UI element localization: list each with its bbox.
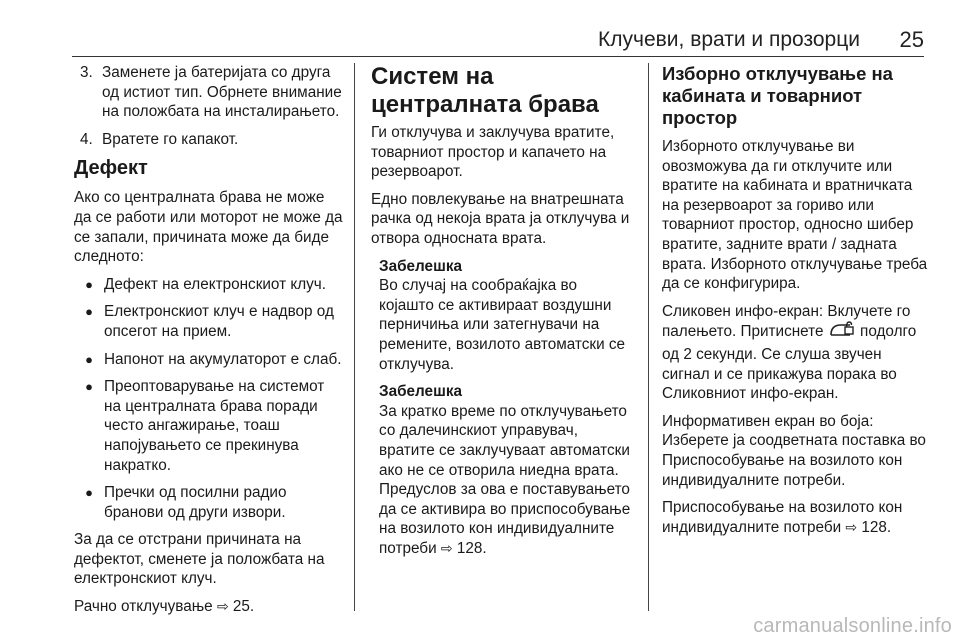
- paragraph: Едно повлекување на внатрешната рачка од некоја врата ја отклучува и отвора односната врата.: [371, 190, 630, 247]
- list-item: ● Преоптоварување на системот на централната брава поради често ангажирање, тоаш напојувањето се прекинува накратко.: [74, 377, 344, 475]
- column-3: [662, 63, 928, 545]
- note-block: [371, 257, 635, 559]
- note-text: За кратко време по отклучувањето со далечинскиот управувач, вратите се заклучуваат автоматски ако не се отворила ниедна врата.: [379, 402, 630, 479]
- reference-arrow-icon: ⇨: [216, 598, 229, 615]
- reference-arrow-icon: ⇨: [440, 539, 453, 556]
- page-reference[interactable]: 128.: [456, 539, 487, 557]
- note-heading: Забелешка: [379, 257, 462, 275]
- customisation-reference[interactable]: Приспособување на возилото кон индивидуалните потреби ⇨ 128.: [662, 499, 903, 536]
- fix-text: За да се отстрани причината на дефектот, сменете ја положбата на електронскиот клуч.: [74, 531, 325, 588]
- note-text: Во случај на сообраќајка во којашто се активираат воздушни перничиња или затегнувачи на ремените, возилото автоматски се отклучува.: [379, 277, 626, 373]
- list-item: ● Дефект на електронскиот клуч.: [74, 275, 344, 295]
- header-title: Клучеви, врати и прозорци: [598, 28, 860, 51]
- paragraph: Ги отклучува и заклучува вратите, товарниот простор и капачето на резервоарот.: [371, 124, 615, 181]
- step-text: Вратете го капакот.: [102, 130, 239, 148]
- watermark: carmanualsonline.info: [753, 615, 952, 637]
- manual-unlock-reference[interactable]: [74, 597, 344, 617]
- step-text: Заменете ја батеријата со друга од истиот тип. Обрнете внимание на положбата на инсталирањето.: [102, 64, 342, 121]
- fault-heading: Дефект: [74, 157, 148, 180]
- key-unlock-icon: [828, 321, 856, 345]
- column-divider: [354, 63, 355, 611]
- paragraph: Изборното отклучување ви овозможува да ги отклучите или вратите на кабината и вратничката на резервоарот за гориво или товарниот простор, односно шибер вратите, задните врати / задната врата. Изборното отклучување треба да се конфигурира.: [662, 138, 928, 293]
- step-number: 3.: [80, 64, 93, 81]
- step-number: 4.: [80, 130, 93, 148]
- central-lock-heading: Систем на централната брава: [371, 63, 599, 118]
- page-reference[interactable]: 128.: [861, 518, 892, 536]
- step-item: [74, 63, 344, 122]
- page-number: 25: [899, 27, 924, 52]
- note-heading: Забелешка: [379, 383, 462, 401]
- step-item: [74, 130, 344, 150]
- bullet-icon: ●: [85, 276, 93, 292]
- list-item: ● Пречки од посилни радио бранови од други извори.: [74, 483, 344, 522]
- bullet-icon: ●: [85, 304, 93, 320]
- note-text: Предуслов за ова е поставувањето да се активира во приспособување на возилото кон индивидуалните потреби: [379, 481, 631, 557]
- column-2: [371, 63, 635, 566]
- reference-arrow-icon: ⇨: [845, 518, 858, 535]
- bullet-icon: ●: [85, 379, 93, 395]
- page-reference[interactable]: 25.: [232, 598, 255, 616]
- list-item: ● Напонот на акумулаторот е слаб.: [74, 350, 344, 370]
- selective-unlock-heading: Изборно отклучување на кабината и товарниот простор: [662, 63, 893, 128]
- column-1: [74, 63, 344, 625]
- column-divider: [648, 63, 649, 611]
- page-header: [0, 0, 960, 60]
- manual-unlock-text: Рачно отклучување: [74, 598, 213, 616]
- header-rule: [72, 56, 924, 57]
- list-item: ● Електронскиот клуч е надвор од опсегот на прием.: [74, 302, 344, 341]
- bullet-icon: ●: [85, 351, 93, 367]
- fault-intro: Ако со централната брава не може да се работи или моторот не може да се запали, причината може да биде следното:: [74, 189, 343, 266]
- paragraph: Информативен екран во боја: Изберете ја соодветната поставка во Приспособување на возилото кон индивидуалните потреби.: [662, 412, 926, 489]
- paragraph: Сликовен инфо-екран: Вклучете го палењето. Притиснете подолго од 2 секунди. Се слуша звучен сигнал и се прикажува порака во Сликовниот инфо-екран.: [662, 302, 917, 403]
- note-reference[interactable]: [379, 480, 635, 558]
- bullet-icon: ●: [85, 485, 93, 501]
